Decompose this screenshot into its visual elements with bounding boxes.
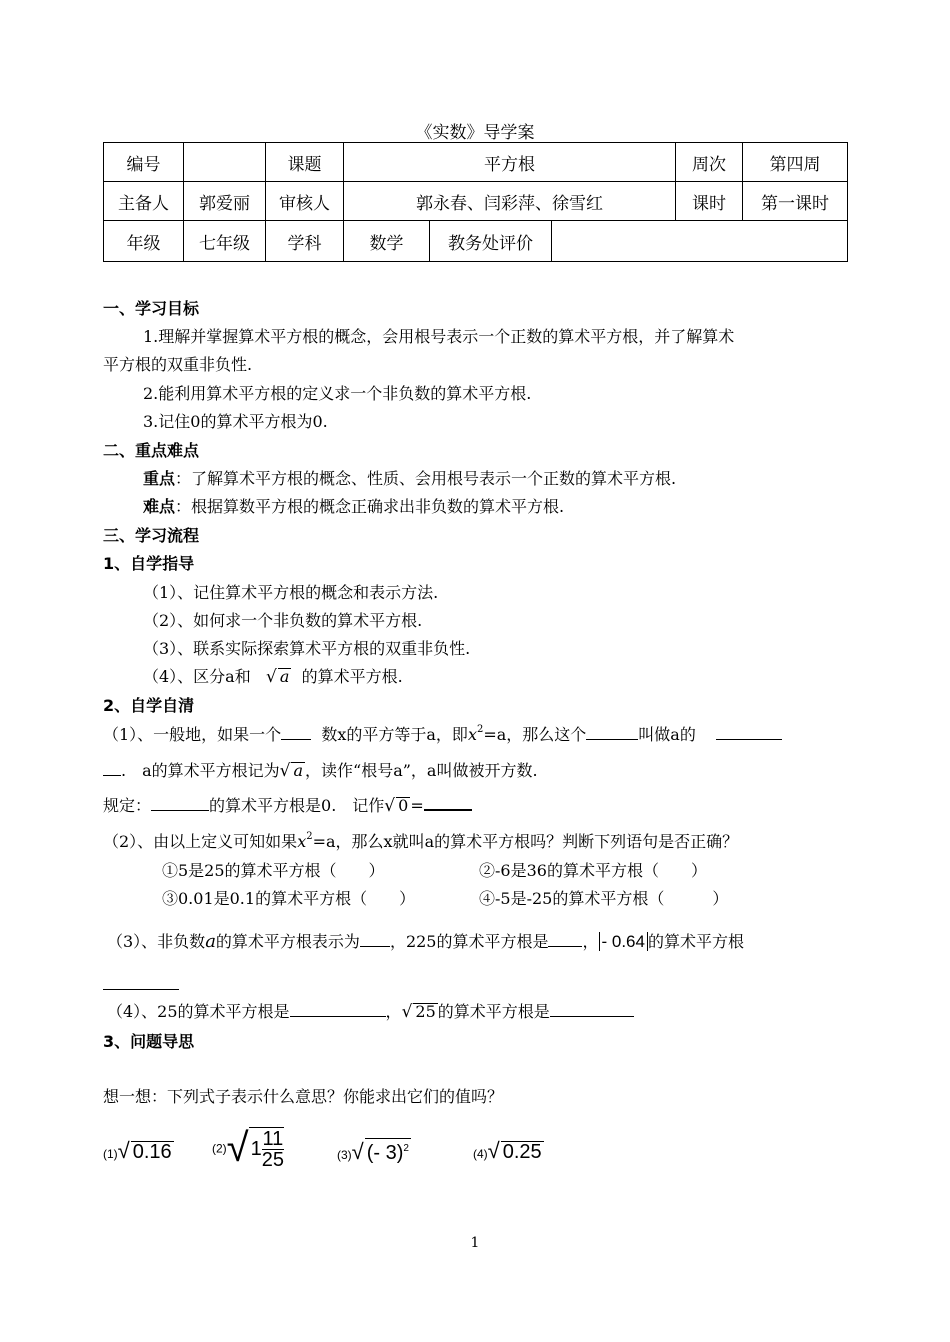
- objective-text: 1.理解并掌握算术平方根的概念，会用根号表示一个正数的算术平方根，并了解算术: [143, 327, 735, 346]
- table-cell: 七年级: [184, 221, 266, 262]
- numerator: 11: [262, 1128, 284, 1150]
- expression-1: [103, 1138, 174, 1164]
- question-text: ，读作“根号a”，a叫做被开方数.: [305, 761, 538, 780]
- difficult-point: [143, 494, 564, 517]
- guide-item: （3）、联系实际探索算术平方根的双重非负性.: [143, 639, 471, 658]
- table-cell: [184, 143, 266, 182]
- table-cell: 周次: [676, 143, 743, 182]
- radical-icon: √: [384, 796, 396, 816]
- answer-blank[interactable]: [103, 760, 121, 776]
- radicand: a: [279, 667, 290, 686]
- radical-icon: √: [117, 1138, 130, 1163]
- question-2: [103, 829, 738, 852]
- exponent: 2: [476, 724, 484, 735]
- denominator: 25: [261, 1149, 284, 1171]
- question-text: ，225的算术平方根是: [389, 932, 549, 951]
- mixed-whole: 1: [250, 1138, 262, 1160]
- guide-item: （2）、如何求一个非负数的算术平方根.: [143, 611, 423, 630]
- question-3: [107, 929, 744, 952]
- expr-label: (4): [473, 1147, 488, 1161]
- guide-item: [143, 664, 403, 687]
- key-text: ：根据算数平方根的概念正确求出非负数的算术平方根.: [175, 497, 565, 516]
- radical-icon: √: [279, 761, 291, 781]
- key-text: ：了解算术平方根的概念、性质、会用根号表示一个正数的算术平方根.: [175, 469, 677, 488]
- exponent: 2: [306, 831, 313, 842]
- answer-blank[interactable]: [716, 724, 782, 740]
- answer-blank[interactable]: [550, 1001, 634, 1017]
- answer-blank[interactable]: [586, 724, 638, 740]
- answer-blank[interactable]: [290, 1001, 386, 1017]
- judge-item: ①5是25的算术平方根（ ）: [162, 861, 385, 880]
- expression-3: [337, 1138, 411, 1165]
- question-text: 的算术平方根是: [437, 1002, 550, 1021]
- question-text: ，: [385, 1002, 402, 1021]
- table-cell: 主备人: [104, 182, 184, 221]
- guide-item: （1）、记住算术平方根的概念和表示方法.: [143, 583, 439, 602]
- rule-text: 的算术平方根是0. 记作: [209, 796, 385, 815]
- question-text: （3）、非负数: [107, 932, 206, 951]
- radicand: 0.25: [502, 1141, 542, 1163]
- question-text: . a的算术平方根记为: [121, 761, 280, 780]
- table-cell: 课题: [266, 143, 344, 182]
- question-text: =a，那么x就叫a的算术平方根吗？判断下列语句是否正确？: [312, 832, 739, 851]
- expr-label: (3): [337, 1148, 352, 1162]
- judge-item: ②-6是36的算术平方根（ ）: [479, 861, 707, 880]
- subsection-heading: 2、自学自清: [103, 696, 195, 715]
- radicand: 0.16: [132, 1141, 172, 1163]
- page-number: 1: [470, 1235, 480, 1251]
- table-row: [104, 182, 848, 221]
- expr-label: (1): [103, 1147, 118, 1161]
- expression-4: [473, 1138, 544, 1164]
- judge-item: ④-5是-25的算术平方根（ ）: [479, 889, 729, 908]
- question-text: =a，那么这个: [483, 725, 587, 744]
- objective-text: 平方根的双重非负性.: [103, 355, 253, 374]
- abs-value: - 0.64: [599, 932, 648, 951]
- info-table: [103, 142, 848, 262]
- subsection-heading: 3、问题导思: [103, 1032, 195, 1051]
- answer-blank[interactable]: [548, 931, 582, 947]
- question-1: [103, 722, 782, 745]
- section-heading: 二、重点难点: [103, 441, 200, 460]
- radical-icon: √: [266, 667, 277, 687]
- radicand: 0: [398, 796, 409, 815]
- section-heading: 三、学习流程: [103, 526, 200, 545]
- key-point: [143, 466, 676, 489]
- question-text: （2）、由以上定义可知如果: [103, 832, 298, 851]
- radicand: (- 3): [366, 1142, 404, 1164]
- table-cell: 编号: [104, 143, 184, 182]
- table-cell: 教务处评价: [430, 221, 552, 262]
- rule-text: =: [410, 796, 424, 815]
- key-label: 难点: [143, 497, 176, 516]
- radical-icon: √: [351, 1139, 364, 1164]
- answer-blank[interactable]: [281, 724, 311, 740]
- question-text: （1）、一般地，如果一个: [103, 725, 282, 744]
- answer-blank[interactable]: [103, 975, 179, 990]
- table-cell: 郭永春、闫彩萍、徐雪红: [344, 182, 676, 221]
- rule-line: [103, 793, 472, 816]
- table-cell: 学科: [266, 221, 344, 262]
- question-text: 的算术平方根: [647, 932, 744, 951]
- judge-item: ③0.01是0.1的算术平方根（ ）: [162, 889, 416, 908]
- table-cell: 平方根: [344, 143, 676, 182]
- radical-icon: √: [487, 1138, 500, 1163]
- objective-text: 3.记住0的算术平方根为0.: [143, 412, 328, 431]
- expr-label: (2): [212, 1141, 227, 1156]
- table-cell: [552, 221, 848, 262]
- table-cell: 第一课时: [743, 182, 848, 221]
- math-var: a: [205, 931, 216, 952]
- math-var: x: [297, 832, 307, 851]
- table-cell: 数学: [344, 221, 430, 262]
- table-cell: 第四周: [743, 143, 848, 182]
- think-prompt: 想一想：下列式子表示什么意思？你能求出它们的值吗？: [103, 1087, 504, 1106]
- section-heading: 一、学习目标: [103, 299, 200, 318]
- table-cell: 郭爱丽: [184, 182, 266, 221]
- answer-blank[interactable]: [360, 931, 390, 947]
- radical-icon: √: [226, 1126, 249, 1170]
- question-text: 叫做a的: [638, 725, 696, 744]
- key-label: 重点: [143, 469, 176, 488]
- question-text: 的算术平方根表示为: [215, 932, 360, 951]
- table-row: [104, 143, 848, 182]
- radical-icon: √: [401, 1002, 413, 1022]
- table-row: [104, 221, 848, 262]
- question-text: ，: [582, 932, 599, 951]
- subsection-heading: 1、自学指导: [103, 554, 195, 573]
- question-text: 数x的平方等于a，即: [321, 725, 468, 744]
- question-4: [107, 999, 634, 1022]
- table-cell: 课时: [676, 182, 743, 221]
- rule-text: 规定：: [103, 796, 152, 815]
- fraction: [262, 1129, 284, 1170]
- guide-text: （4）、区分a和: [143, 667, 251, 686]
- guide-text: 的算术平方根.: [301, 667, 403, 686]
- answer-blank[interactable]: [424, 794, 472, 811]
- objective-text: 2.能利用算术平方根的定义求一个非负数的算术平方根.: [143, 384, 532, 403]
- answer-blank[interactable]: [151, 795, 209, 811]
- question-text: （4）、25的算术平方根是: [107, 1002, 290, 1021]
- table-cell: 年级: [104, 221, 184, 262]
- math-var: x: [467, 725, 477, 744]
- radicand: a: [293, 761, 304, 780]
- radicand: 25: [415, 1002, 436, 1021]
- doc-title: 《实数》导学案: [415, 123, 535, 143]
- table-cell: 审核人: [266, 182, 344, 221]
- exponent: 2: [403, 1143, 409, 1154]
- question-1-cont: [103, 758, 538, 781]
- expression-2: [212, 1126, 284, 1171]
